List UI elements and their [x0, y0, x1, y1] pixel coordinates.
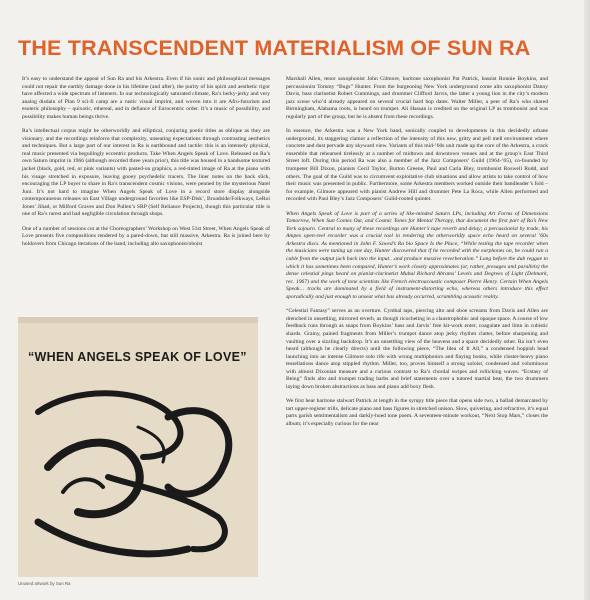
artwork-image [18, 317, 258, 577]
paragraph: Ra’s intellectual corpus might be otherworldly and elliptical, conjuring poetic titles as oblique as they are visionary, and the recordings reinforce that complexity, unseating expectations through contrasting aesthetics and techniques. But a large part of our interest in Ra is earthbound and tactile: this is an intensely physical, real music presented via beguilingly eccentric products. Take When Angels Speak of Love. Released on Ra’s own Saturn imprint in 1966 (although recorded three years prior), this title was housed in a handsome textured jacket (black, gold, red, or pink variants) with pasted-on graphics, a red-tinted image of Ra at the piano with his visage stretched in exposure, leaving gooey psychedelic tracers. The liner notes on the back slick, encouraging the LP buyer to share in Ra’s transcendent cosmic visions, were penned by the mysterious Natel Juni. It’s not hard to imagine When Angels Speak of Love in a record store display alongside contemporaneous releases on East Village underground favorites like ESP-Disk’, Broadside/Folkways, LeRoi Jones’ Jihad, or Milford Graves and Don Pullen’s SRP (Self Reliance Projects), though this particular title is one of Ra’s rarest and had negligible circulation through shops. [22, 128, 270, 218]
artwork-lettering: “WHEN ANGELS SPEAK OF LOVE” [28, 350, 247, 364]
paragraph: It’s easy to understand the appeal of Sun Ra and his Arkestra. Even if his sonic and philosophical messages could not repair the earthly damage done in his lifetime (and after), the purity of his spirit and aesthetic rigor have affected a wide spectrum of listeners. In our technologically saturated climate, Ra’s herky-jerky and very analog disdain of Plan 9 sci-fi camp are a rustic visual imprint, and woven into it are Afro-futurism and esoteric philosophy – quixotic, ethereal, and in defiance of Eurocentric order. It’s a music of possibility, and possibility makes human beings thrive. [22, 76, 270, 120]
paragraph: In essence, the Arkestra was a New York band, sonically coupled to developments in this decidedly urbane underground, its staggering clamor a reflection of the intensity of this new, gritty and pell mell environment where concrete and dust pervade any skyward view. Variants of this mid-’60s unit made up the core of the Arkestra, a crack ensemble that rehearsed tirelessly at a number of midtown and downtown venues and at the group’s East Third Street loft. During this period Ra was also a member of the Jazz Composers’ Guild (1964-’65), co-founded by trumpeter Bill Dixon, pianists Cecil Taylor, Burton Greene, Paul and Carla Bley, trombonist Roswell Rudd, and others. The goal of the Guild was to circumvent exploitative club situations and allow artists to take control of how their music was presented in public. Furthermore, some Arkestra members worked outside their bandleader’s fold – for example, Gilmore appeared with pianist Andrew Hill and drummer Pete La Roca, while Allen performed and recorded with Paul Bley’s Jazz Composers’ Guild-rooted quintet. [286, 128, 548, 203]
paragraph: Marshall Allen, tenor saxophonist John Gilmore, baritone saxophonist Pat Patrick, bassist Ronnie Boykins, and percussionist Tommy “Bugs” Hunter. From the burgeoning New York underground come alto saxophonist Danny Davis, bass clarinetist Robert Cummings, and drummer Clifford Jarvis, the latter a young lion in the city’s modern jazz scene who’d already appeared on several crucial hard bop dates. Walter Miller, a peer of Ra’s who shared Birmingham, Alabama roots, is heard on trumpet. Ali Hassan is credited on the original LP as trombonist and was regularly part of the group, but he is absent from these recordings. [286, 76, 548, 120]
artwork-caption: Unused artwork by Sun Ra [18, 581, 71, 586]
left-column [22, 76, 270, 255]
right-column [286, 76, 548, 436]
paragraph: One of a number of sessions cut at the Choreographers’ Workshop on West 51st Street, When Angels Speak of Love presents five compositions rendered by a pared-down, but still massive, Arkestra. Ra is joined here by holdovers from Chicago iterations of the band, including alto saxophonist/oboist [22, 225, 270, 247]
paragraph: “Celestial Fantasy” serves as an overture. Cymbal taps, piercing alto and oboe screams from Davis and Allen are drenched in unsettling, mirrored reverb, as though ricocheting in a claustrophobic and opaque space. A course of low feedback runs through as snaps from Boykins’ bass and Jarvis’ free kit-work enter, coagulate and limn in cubistic shards. Grainy, pained fragments from Miller’s trumpet dance atop jerky rhythm clatter, before sharpening and vaulting over a sizzling backdrop. It’s an unsettling view of the heavens and a space decidedly other. Ra isn’t even heard (although he clearly directs) until the following piece, “The Idea of It All,” a condensed hoppish head launching into an intense Gilmore solo rife with wrung multiphonics and flaying honks, while cluster-heavy piano tessellations dance atop stippled rhythm. Miller, too, proves himself a strong soloist, condensed and voluminous with almost Dixonian measure and a curious contrast to Ra’s chordal swipes and rollicking waves. “Ecstasy of Being” finds alto and trumpet trading barbs and brief statements over a tutored martial beat, the two drummers laying down broken abstractions as bass and piano add boxy flesh. [286, 308, 548, 390]
abstract-brushstroke-drawing [18, 317, 258, 577]
paragraph: When Angels Speak of Love is part of a series of like-minded Saturn LPs, including Art Forms of Dimensions Tomorrow, When Sun Comes Out, and Cosmic Tones for Mental Therapy, that document the first part of Ra’s New York sojourn. Central to many of these recordings are Hunter’s tape reverb and delay; a percussionist by trade, his Ampex open-reel recorder was a crucial tool in rendering the otherworldly space echo heard on several ’60s Arkestra discs. As mentioned in John F. Szwed’s Ra bio Space Is the Place, “While testing the tape recorder when the musicians were tuning up one day, Hunter discovered that if he recorded with the earphones on, he could run a cable from the output jack back into the input…and produce massive reverberation.” Long before the dub reggae to which it has sometimes been compared, Hunter’s work closely approximates (or, rather, presages and parallels) the dense celestial pings heard on pianist-clarinetist Muhal Richard Abrams’ Levels and Degrees of Light (Delmark, rec. 1967) and the work of tone scientists like French electroacoustic composer Pierre Henry. Certain When Angels Speak… tracks are dominated by a field of instrument-distorting echo, whereas others introduce this effect sporadically and just enough to unseat what has already occurred, scrambling acoustic reality. [286, 210, 548, 300]
paragraph: We first hear baritone stalwart Patrick at length in the syrupy title piece that opens side two, a ballad demarcated by tart upper-register trills, delicate piano and bass figures in stretched unison. Slow, quivering, and refractive, it’s equal parts garish sentimentalism and darkly-hued tone poem. A seventeen-minute workout, “Next Stop Mars,” closes the album; it’s especially curious for the near [286, 398, 548, 427]
article-title: THE TRANSCENDENT MATERIALISM OF SUN RA [18, 36, 531, 60]
page-edge [584, 0, 590, 600]
